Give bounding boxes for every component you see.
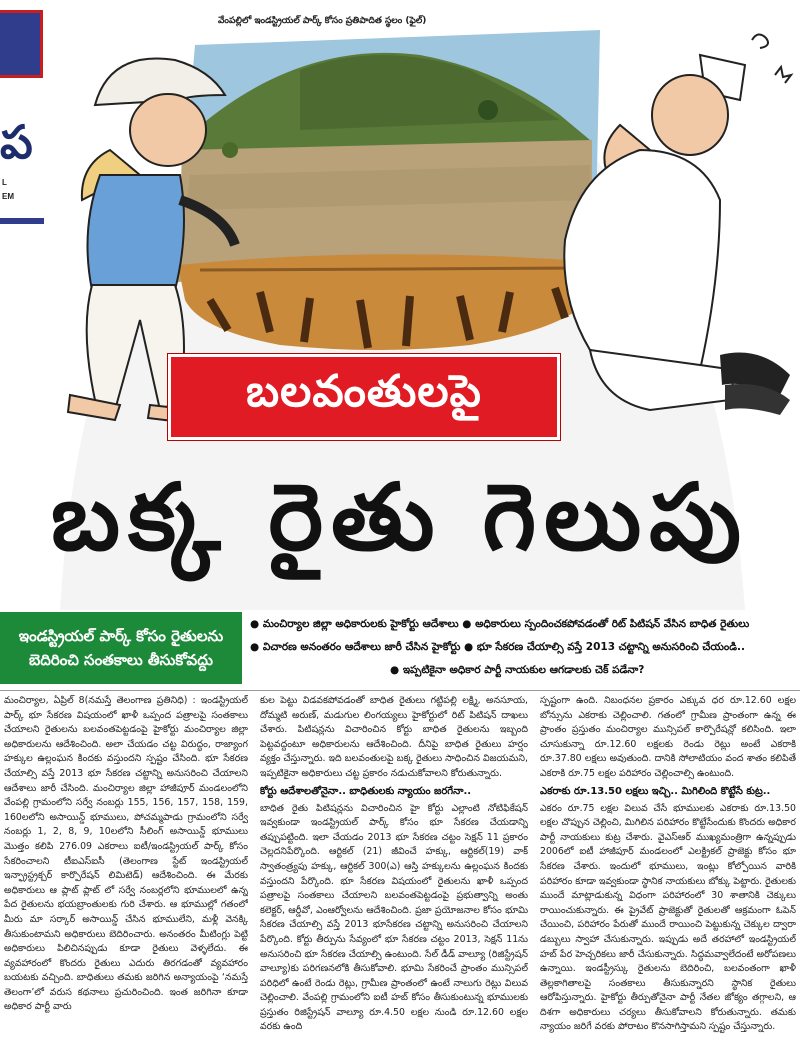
masthead-line-2: EM [2, 192, 14, 201]
main-headline: బక్క రైతు గెలుపు [51, 464, 749, 571]
article-column-3 [540, 694, 796, 1060]
article-column-1 [4, 694, 248, 1060]
article-column-2 [260, 694, 528, 1060]
column-3-text-a: స్పష్టంగా ఉంది. నిబంధనల ప్రకారం ఎక్కువ ధర రూ.12.60 లక్షల బోన్సును ఎకరాకు చెల్లించాలి. గతంలో గ్రామీణ ప్రాంతంగా ఉన్న ఈ ప్రాంతం ప్రస్తుతం మంచిర్యాల మున్సిపల్ కార్పొరేషన్లో కలిసింది. ఇలా చూసుకున్నా రూ.12.60 లక్షలకు రెండు రెట్లు అంటే ఎకరాకి రూ.37.80 లక్షలు అవుతుంది. దానికి సోలాటియం వంద శాతం కలిపితే ఎకరాకి రూ.75 లక్షల పరిహారం చెల్లించాల్సి ఉంటుంది. [540, 695, 796, 779]
kicker-text: బలవంతులపై [246, 366, 482, 417]
subheadline-line-2: బెదిరించి సంతకాలు తీసుకోవద్దు [28, 651, 213, 669]
column-2-text-a: కుల పెట్టు విడవకపోవడంతో బాధిత రైతులు గట్టిపల్లి లక్ష్మి, అనసూయ, దోమ్మటి అరుణ్, మడుగుల లింగయ్యలు హైకోర్టులో రిట్ పిటిషన్ దాఖలు చేశారు. పిటిషన్లను విచారించిన కోర్టు బాధిత రైతులను ఇబ్బంది పెట్టవద్దంటూ అధికారులను ఆదేశించింది. దీనిపై బాధిత రైతులు హర్షం వ్యక్తం చేస్తున్నారు. ఇది బలవంతులపై బక్క రైతులు సాధించిన విజయమని, ఇప్పటికైనా అధికారులు చట్ట ప్రకారం నడుచుకోవాలని కోరుతున్నారు. [260, 695, 528, 779]
column-3-text-b: ఎకరం రూ.75 లక్షల విలువ చేసే భూములకు ఎకరాకు రూ.13.50 లక్షల చొప్పున చెల్లించి, మిగిలిన పరిహారం కొట్టేసేందుకు కొందరు అధికార పార్టీ నాయకులు కుట్ర చేశారు. వైఎస్ఆర్ ముఖ్యమంత్రిగా ఉన్నప్పుడు 2006లో ఐటీ హాజీపూర్ మండలంలో ఎలక్ట్రికల్ ప్రాజెక్టు కోసం భూ సేకరణ చేశారు. ఇందులో భూములు, ఇంట్లు కోల్పోయిన వారికి పరిహారం కూడా ఇవ్వకుండా స్థానిక నాయకులు బోక్కు పెట్టారు. రైతులకు ముందే మాట్లాడుకున్న విధంగా పరిహారంలో 30 శాతానికి చెక్కులు రాయించుకున్నారు. ఈ ప్రైవేట్ ప్రాజెక్టుతో రైతులతో ఆక్రమంగా ఓపెన్ చేయించి, పరిహారం పేరుతో ముందే రాయించి పెట్టుకున్న చెక్కుల ద్వారా డబ్బులు స్వాహా చేసుకున్నారు. ఇప్పుడు అదే తరహాలో ఇండస్ట్రియల్ హబ్ పేర హెచ్చరికలు జారీ చేసుకున్నారు. సిద్ధమవ్వాలేదంటే అరోపణలు ఉన్నాయి. ఇండస్ట్రీస్కు రైతులను బెదిరించి, బలవంతంగా ఖాళీ తెల్లకాగితాలపై సంతకాలు తీసుకున్నారని స్థానిక రైతులు ఆరోపిస్తున్నారు. హైకోర్టు తీర్పుతోనైనా పార్టీ నేతల జోక్యం తగ్గాలని, ఆ దిశగా అధికారులు చర్యలు తీసుకోవాలని కోరుతున్నారు. తమకు న్యాయం జరిగే వరకు పోరాటం కొనసాగిస్తామని స్పష్టం చేస్తున్నారు. [540, 802, 796, 1033]
subheadline-box [0, 612, 242, 684]
column-2-text-b: బాధిత రైతు పిటిషన్లను విచారించిన హై కోర్టు ఎల్లాంటి నోటిఫికేషన్ ఇవ్వకుండా ఇండస్ట్రియల్ పార్క్ కోసం భూ సేకరణ చేయడాన్ని తప్పుపట్టింది. ఇలా చేయడం 2013 భూ సేకరణ చట్టం సెక్షన్ 11 ప్రకారం చెల్లదనిపేర్కొంది. ఆర్టికల్ (21) జీవించే హక్కు, ఆర్టికల్(19) వాక్ స్వాతంత్ర్యపు హక్కు, ఆర్టికల్ 300(ఎ) ఆస్తి హక్కులను ఉల్లంఘన కిందకు వస్తుందని పేర్కొంది. భూ సేకరణ విషయంలో రైతులను ఖాళీ ఒప్పంద పత్రాలపై సంతకాలు చేయాలని బలవంతపెట్టడంపై ప్రభుత్వాన్ని అంతు కలెక్టర్, ఆర్డీవో, ఎంఆర్వోలను ఆదేశించింది. ప్రజా ప్రయోజనాల కోసం భూమి సేకరణ చేయాల్సి వస్తే 2013 భూసేకరణ చట్టాన్ని అనుసరించి చేయాలని పేర్కొంది. కోర్టు తీర్పును సేవ్యంలో భూ సేకరణ చట్టం 2013, సెక్షన్ 11ను అనుసరించి భూ సేకరణ చేయాల్సి ఉంటుంది. సేల్ డీడ్ వాల్యూ (రిజిస్ట్రేషన్ వాల్యూ)కు పరిగణనలోకి తీసుకోవాలి. భూమి సేకరించే ప్రాంతం మున్సిపల్ పరిధిలో ఉంటే రెండు రెట్లు, గ్రామీణ ప్రాంతంలో ఉంటే నాలుగు రెట్లు విలువ చెల్లించాలి. వేంపల్లి గ్రామంలోని ఐటీ హబ్ కోసం తీసుకుంటున్న భూములకు ప్రస్తుతం రిజిస్ట్రేషన్ వాల్యూ రూ.4.50 లక్షల నుండి రూ.12.60 లక్షల వరకు ఉంది [260, 802, 528, 1033]
masthead-line-1: L [2, 178, 7, 187]
column-1-text: మంచిర్యాల, ఏప్రిల్ 8(నమస్తే తెలంగాణ ప్రతినిధి) : ఇండస్ట్రియల్ పార్క్ భూ సేకరణ విషయంలో ఖాళీ ఒప్పంద పత్రాలపై సంతకాలు చేయాలని రైతులను బలవంతపెట్టడంపై హైకోర్టు మంచిర్యాల జిల్లా అధికారులను ఆదేశించింది. అలా చేయడం చట్ట విరుద్ధం, రాజ్యాంగ హక్కుల ఉల్లంఘన కిందకు వస్తుందని స్పష్టం చేసింది. భూ సేకరణ చేయాల్సి వస్తే 2013 భూ సేకరణ చట్టాన్ని అనుసరించి చేయాలని ఆదేశాలు జారీ చేసింది. మంచిర్యాల జిల్లా హాజీపూర్ మండలంలోని వేంపల్లి గ్రామంలోని సర్వే నంబర్లు 155, 156, 157, 158, 159, 160లలోని అసాయిన్డ్ భూములు, పోచమ్మపాడు గ్రామంలోని సర్వే నంబర్లు 1, 2, 8, 9, 10లలోని సీలింగ్ అసాయిన్డ్ భూములు మొత్తం కలిపి 276.09 ఎకరాలు ఐటీ/ఇండస్ట్రియల్ పార్క్ కోసం సేకరించాలని టీఐఎస్ఐసీ (తెలంగాణ స్టేట్ ఇండస్ట్రియల్ ఇన్ఫ్రాస్ట్రక్చర్ కార్పొరేషన్ లిమిటెడ్) ఆదేశించింది. ఈ మేరకు అధికారులు ఆ ప్లాట్ ప్లాట్ లో సర్వే నంబర్లలోని భూములలో ఉన్న పేద రైతులను భయబ్రాంతులకు గురి చేశారు. ఆ భూముల్లో గతంలో మీరు మా సర్కార్ అసాయిన్డ్ చేసిన భూములేని, మళ్లీ వెనక్కి తీసుకుంటామని అధికారులు బెదిరించారు. అనంతరం మీటింగ్లు పెట్టి అధికారులు పిలిచినప్పుడు కూడా రైతులు వెళ్ళలేదు. ఈ వ్యవహారంలో కొందరు రైతులు ఎదురు తిరగడంతో వ్యవహారం బయటకు వచ్చింది. బాధితులు తమకు జరిగిన అన్యాయంపై ‘నమస్తే తెలంగా’లో వరుస కథనాలు ప్రచురించింది. ఇంత జరిగినా కూడా అధికార పార్టీ వారు [4, 695, 248, 1013]
bullet-line-1: ● మంచిర్యాల జిల్లా అధికారులకు హైకోర్టు ఆదేశాలు ● అధికారులు స్పందించకపోవడంతో రిట్ పిటిషన్ వేసిన బాధిత రైతులు [250, 618, 750, 630]
bullet-line-2: ● విచారణ అనంతరం ఆదేశాలు జారీ చేసిన హైకోర్టు ● భూ సేకరణ చేయాల్సి వస్తే 2013 చట్టాన్ని అనుసరించి చేయండి.. [250, 641, 745, 653]
kicker-box [168, 354, 560, 440]
column-3-subheading: ఎకరాకు రూ.13.50 లక్షలు ఇచ్చి.. మిగిలింది కొట్టేసే కుట్ర.. [540, 785, 771, 797]
photo-caption: వేంపల్లిలో ఇండస్ట్రియల్ పార్క్ కోసం ప్రతిపాదిత స్థలం (ఫైల్) [218, 16, 427, 26]
divider-rule [0, 690, 800, 691]
masthead-letter: ప [0, 115, 33, 169]
column-2-subheading: కోర్టు ఆదేశాలతోనైనా.. బాధితులకు న్యాయం జరగేనా.. [260, 785, 472, 797]
bullet-line-3: ● ఇప్పటికైనా అధికార పార్టీ నాయకుల ఆగడాలకు చెక్ పడేనా? [390, 664, 645, 676]
landscape-photo [175, 30, 600, 282]
subheadline-line-1: ఇండస్ట్రియల్ పార్క్ కోసం రైతులను [18, 627, 224, 645]
